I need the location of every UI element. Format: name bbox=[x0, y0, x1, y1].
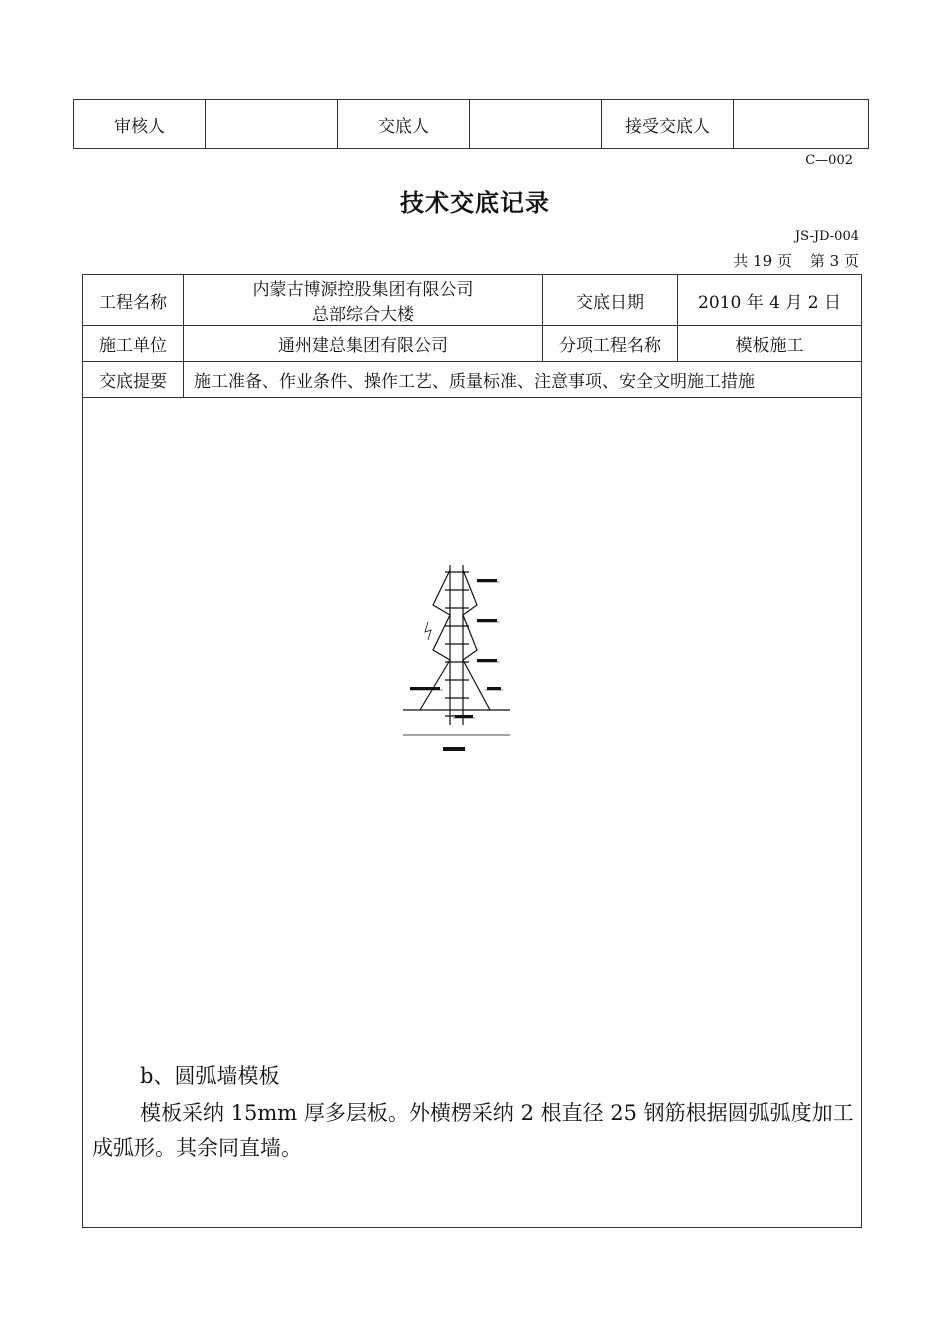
signature-table bbox=[73, 99, 869, 149]
project-name-line2: 总部综合大楼 bbox=[312, 305, 414, 325]
wall-formwork-drawing bbox=[395, 560, 515, 765]
reviewer-label: 审核人 bbox=[74, 100, 206, 149]
project-name-label: 工程名称 bbox=[83, 275, 184, 326]
page-count bbox=[733, 250, 859, 271]
section-subheading: b、圆弧墙模板 bbox=[140, 1064, 280, 1088]
summary-label: 交底提要 bbox=[83, 362, 184, 398]
date-label: 交底日期 bbox=[543, 275, 678, 326]
project-name-line1: 内蒙古博源控股集团有限公司 bbox=[252, 280, 474, 300]
section-paragraph: 模板采纳 15mm 厚多层板。外横楞采纳 2 根直径 25 钢筋根据圆弧弧度加工成弧形。其余同直墙。 bbox=[92, 1101, 854, 1160]
unit-label: 施工单位 bbox=[83, 326, 184, 362]
doc-code: C—002 bbox=[805, 153, 853, 168]
current-page: 第 3 页 bbox=[809, 252, 859, 270]
info-table bbox=[82, 274, 862, 398]
reviewer-value[interactable] bbox=[206, 100, 338, 149]
receiver-value[interactable] bbox=[734, 100, 869, 149]
receiver-label: 接受交底人 bbox=[602, 100, 734, 149]
total-pages: 共 19 页 bbox=[733, 252, 792, 270]
date-value: 2010 年 4 月 2 日 bbox=[678, 275, 862, 326]
subproject-label: 分项工程名称 bbox=[543, 326, 678, 362]
discloser-label: 交底人 bbox=[338, 100, 470, 149]
unit-value: 通州建总集团有限公司 bbox=[184, 326, 543, 362]
subproject-value: 模板施工 bbox=[678, 326, 862, 362]
project-name-value bbox=[184, 275, 543, 326]
form-code: JS-JD-004 bbox=[794, 229, 859, 244]
page-title: 技术交底记录 bbox=[400, 188, 550, 217]
summary-value: 施工准备、作业条件、操作工艺、质量标准、注意事项、安全文明施工措施 bbox=[184, 362, 862, 398]
discloser-value[interactable] bbox=[470, 100, 602, 149]
